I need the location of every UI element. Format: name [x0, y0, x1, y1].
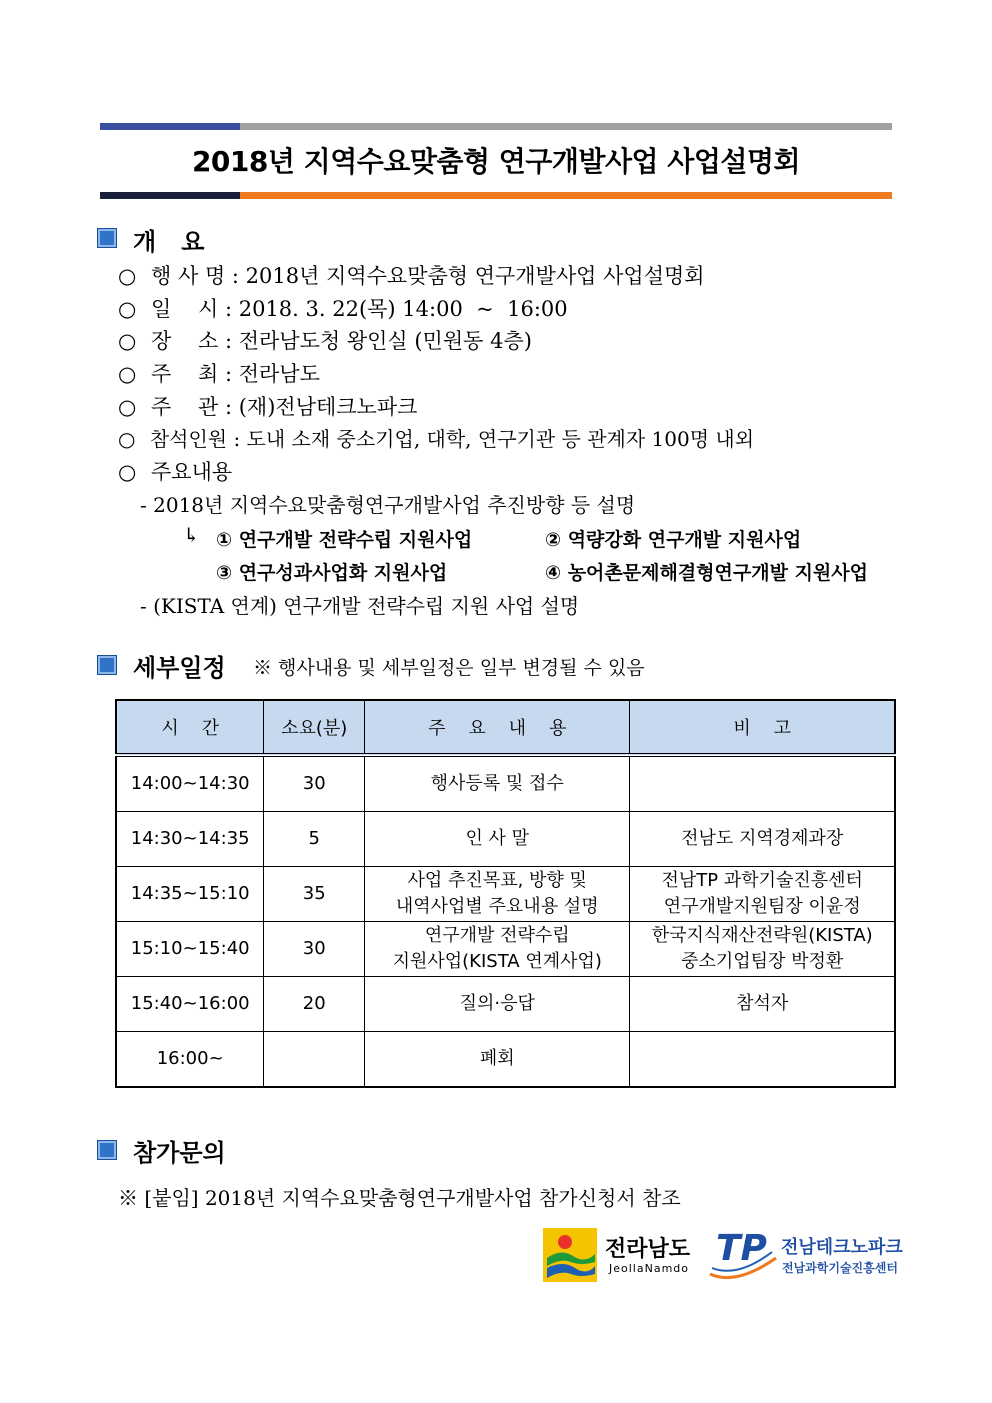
- item-label: 행 사 명 :: [151, 264, 246, 288]
- circle-bullet: ○: [118, 297, 137, 321]
- circle-bullet: ○: [118, 460, 137, 484]
- program-item-3: ③ 연구성과사업화 지원사업: [216, 562, 448, 584]
- col-header-time: 시 간: [116, 700, 264, 755]
- arrow-icon: ↳: [183, 523, 200, 547]
- inquiry-heading: 참가문의: [133, 1139, 226, 1167]
- col-header-content: 주 요 내 용: [365, 700, 630, 755]
- overview-item: [118, 325, 532, 355]
- cell-note: [630, 977, 895, 1032]
- item-value: 전라남도청 왕인실 (민원동 4층): [238, 329, 532, 353]
- page-title: 2018년 지역수요맞춤형 연구개발사업 사업설명회: [191, 145, 801, 178]
- overview-item: [118, 293, 568, 323]
- cell-note: [630, 812, 895, 867]
- item-label: 일 시 :: [151, 297, 239, 321]
- content-line: 내역사업별 주요내용 설명: [395, 896, 599, 917]
- table-row: [116, 755, 895, 812]
- item-label: 주 최 :: [151, 362, 239, 386]
- overview-item: [118, 358, 320, 388]
- cell-minutes: 5: [264, 812, 365, 867]
- note-line: 참석자: [736, 993, 789, 1014]
- cell-content: [365, 755, 630, 812]
- cell-note: [630, 922, 895, 977]
- cell-note: [630, 755, 895, 812]
- table-row: [116, 1032, 895, 1088]
- overview-item: [118, 423, 754, 452]
- program-item-1: ① 연구개발 전략수립 지원사업: [216, 529, 473, 551]
- cell-minutes: [264, 1032, 365, 1088]
- circle-bullet: ○: [118, 395, 137, 419]
- content-line: 연구개발 전략수립: [424, 925, 570, 946]
- cell-minutes: 35: [264, 867, 365, 922]
- section-bullet-icon: [97, 1140, 117, 1160]
- cell-time: 15:10~15:40: [116, 922, 264, 977]
- circle-bullet: ○: [118, 362, 137, 386]
- note-line: 한국지식재산전략원(KISTA): [651, 925, 873, 946]
- jeonnam-logo: [543, 1228, 703, 1284]
- content-line: 행사등록 및 접수: [430, 773, 564, 794]
- item-value: 2018년 지역수요맞춤형 연구개발사업 사업설명회: [245, 264, 705, 288]
- section-bullet-icon: [97, 655, 117, 675]
- program-item-2: ② 역량강화 연구개발 지원사업: [545, 529, 802, 551]
- note-line: 중소기업팀장 박정환: [681, 951, 844, 972]
- circle-bullet: ○: [118, 329, 137, 353]
- jeonnam-name-kr: 전라남도: [605, 1237, 691, 1262]
- item-label: 주요내용: [151, 460, 233, 484]
- schedule-table: [115, 699, 896, 1088]
- cell-time: 14:35~15:10: [116, 867, 264, 922]
- item-label: 주 관 :: [151, 395, 239, 419]
- item-value: 2018. 3. 22(목) 14:00 ~ 16:00: [238, 297, 568, 321]
- table-row: [116, 922, 895, 977]
- cell-content: [365, 977, 630, 1032]
- cell-content: [365, 867, 630, 922]
- bottom-bar-orange: [240, 192, 892, 199]
- note-line: 전남도 지역경제과장: [681, 828, 844, 849]
- item-value: (재)전남테크노파크: [238, 395, 418, 419]
- top-bar-blue: [100, 123, 240, 130]
- table-row: [116, 812, 895, 867]
- overview-heading: 개 요: [133, 228, 205, 256]
- cell-time: 14:30~14:35: [116, 812, 264, 867]
- content-line: 질의·응답: [459, 993, 535, 1014]
- cell-note: [630, 867, 895, 922]
- sub-item-direction: - 2018년 지역수요맞춤형연구개발사업 추진방향 등 설명: [140, 493, 636, 517]
- tp-subname: 전남과학기술진흥센터: [782, 1261, 898, 1275]
- item-value: 도내 소재 중소기업, 대학, 연구기관 등 관계자 100명 내외: [246, 427, 755, 451]
- overview-item: [118, 260, 705, 290]
- item-label: 장 소 :: [151, 329, 239, 353]
- cell-minutes: 20: [264, 977, 365, 1032]
- col-header-note: 비 고: [630, 700, 895, 755]
- content-line: 지원사업(KISTA 연계사업): [392, 951, 602, 972]
- content-line: 인 사 말: [465, 828, 530, 849]
- tp-mark: TP: [716, 1228, 767, 1269]
- cell-content: [365, 922, 630, 977]
- table-row: [116, 867, 895, 922]
- top-bar-gray: [240, 123, 892, 130]
- jeonnam-name-en: JeollaNamdo: [609, 1262, 689, 1275]
- note-line: 전남TP 과학기술진흥센터: [661, 870, 863, 891]
- schedule-note: ※ 행사내용 및 세부일정은 일부 변경될 수 있음: [253, 657, 645, 679]
- program-item-4: ④ 농어촌문제해결형연구개발 지원사업: [545, 562, 868, 584]
- circle-bullet: ○: [118, 427, 136, 451]
- cell-minutes: 30: [264, 755, 365, 812]
- col-header-minutes: 소요(분): [264, 700, 365, 755]
- inquiry-text: ※ [붙임] 2018년 지역수요맞춤형연구개발사업 참가신청서 참조: [118, 1186, 681, 1210]
- overview-item: [118, 456, 232, 486]
- tp-name: 전남테크노파크: [781, 1237, 903, 1258]
- cell-time: 16:00~: [116, 1032, 264, 1088]
- tp-logo: [706, 1228, 903, 1284]
- cell-minutes: 30: [264, 922, 365, 977]
- note-line: 연구개발지원팀장 이윤정: [663, 896, 861, 917]
- cell-note: [630, 1032, 895, 1088]
- bottom-bar-navy: [100, 192, 240, 199]
- cell-time: 15:40~16:00: [116, 977, 264, 1032]
- cell-time: 14:00~14:30: [116, 755, 264, 812]
- table-header-row: [116, 700, 895, 755]
- content-line: 사업 추진목표, 방향 및: [407, 870, 587, 891]
- circle-bullet: ○: [118, 264, 137, 288]
- cell-content: [365, 812, 630, 867]
- item-value: 전라남도: [238, 362, 320, 386]
- overview-item: [118, 391, 417, 421]
- jeonnam-emblem-icon: [543, 1228, 597, 1282]
- content-line: 폐회: [479, 1048, 515, 1069]
- schedule-heading: 세부일정: [133, 654, 226, 682]
- cell-content: [365, 1032, 630, 1088]
- item-label: 참석인원 :: [149, 427, 247, 451]
- sub-item-kista: - (KISTA 연계) 연구개발 전략수립 지원 사업 설명: [140, 594, 580, 618]
- table-row: [116, 977, 895, 1032]
- section-bullet-icon: [97, 228, 117, 248]
